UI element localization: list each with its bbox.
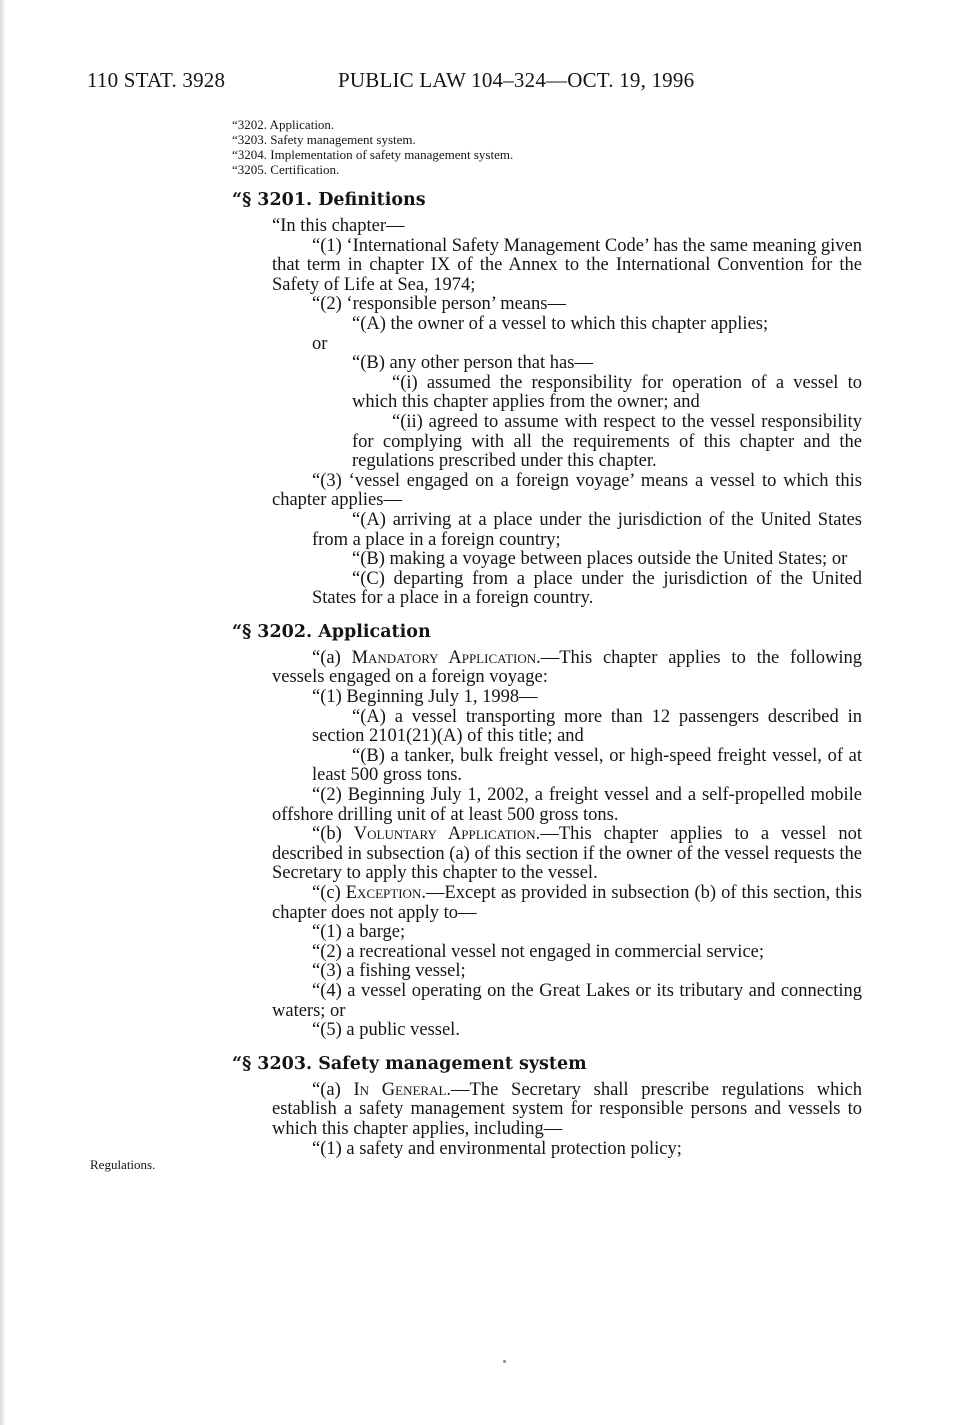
toc-item: “3205. Certification.: [232, 162, 340, 177]
paragraph: “(A) arriving at a place under the jurisdiction of the United States from a place in a foreign country;: [312, 509, 862, 550]
paragraph: “(1) a safety and environmental protection policy;: [312, 1138, 682, 1159]
paragraph: “(2) ‘responsible person’ means—: [312, 294, 566, 315]
paragraph: “(B) any other person that has—: [352, 353, 593, 374]
public-law-header: PUBLIC LAW 104–324—OCT. 19, 1996: [338, 68, 695, 92]
paragraph: [272, 1081, 862, 1140]
subsection-caption: In General: [353, 1079, 447, 1100]
subsection-prefix: “(a): [312, 647, 352, 668]
section-heading-3202: “§ 3202. Application: [232, 621, 431, 642]
subsection-caption: Exception: [345, 883, 422, 903]
paragraph: “(B) making a voyage between places outside the United States; or: [352, 549, 848, 570]
toc-item: “3202. Application.: [232, 117, 335, 132]
subsection-caption: Mandatory Application: [351, 647, 537, 668]
subsection-prefix: “(c): [312, 883, 346, 903]
paragraph: [272, 825, 862, 884]
paragraph: “(1) ‘International Safety Management Code’ has the same meaning given that term in chapter IX of the Annex to the International Convention for the Safety of Life at Sea, 1974;: [272, 235, 862, 295]
paragraph: “(C) departing from a place under the jurisdiction of the United States for a place in a foreign country.: [312, 568, 862, 609]
paragraph: [272, 649, 862, 688]
paragraph: “(ii) agreed to assume with respect to the vessel responsibility for complying with all the requirements of this chapter and the regulations prescribed under this chapter.: [352, 411, 862, 472]
subsection-text: .—This chapter applies to a vessel not described in subsection (a) of this section if the owner of the vessel requests the Secretary to apply this chapter to the vessel.: [272, 824, 862, 884]
paragraph: “(5) a public vessel.: [312, 1020, 460, 1041]
subsection-caption: Voluntary Application: [353, 824, 536, 845]
paragraph: “(1) Beginning July 1, 1998—: [312, 687, 538, 708]
paragraph: “(2) a recreational vessel not engaged in commercial service;: [312, 941, 765, 962]
paragraph: “(A) a vessel transporting more than 12 passengers described in section 2101(21)(A) of this title; and: [312, 706, 862, 747]
subsection-prefix: “(a): [312, 1079, 354, 1100]
paragraph: “(1) a barge;: [312, 922, 406, 943]
subsection-text: .—Except as provided in subsection (b) of this section, this chapter does not apply to—: [272, 883, 862, 923]
paragraph: “In this chapter—: [272, 216, 405, 236]
toc-item: “3204. Implementation of safety management system.: [232, 147, 514, 162]
subsection-prefix: “(b): [312, 824, 354, 845]
toc-item: “3203. Safety management system.: [232, 132, 416, 147]
paragraph: or: [312, 333, 328, 354]
margin-note-regulations: Regulations.: [90, 1157, 156, 1172]
paragraph: “(2) Beginning July 1, 2002, a freight vessel and a self-propelled mobile offshore drilling unit of at least 500 gross tons.: [272, 785, 862, 825]
paragraph: “(B) a tanker, bulk freight vessel, or high-speed freight vessel, of at least 500 gross tons.: [312, 745, 862, 786]
scan-speck: [503, 1360, 506, 1363]
page-edge-shadow: [0, 0, 6, 1425]
section-heading-3203: “§ 3203. Safety management system: [232, 1053, 587, 1074]
table-of-contents: [232, 117, 862, 177]
paragraph: “(4) a vessel operating on the Great Lakes or its tributary and connecting waters; or: [272, 980, 862, 1021]
paragraph: “(A) the owner of a vessel to which this chapter applies;: [352, 313, 769, 334]
paragraph: “(i) assumed the responsibility for operation of a vessel to which this chapter applies from the owner; and: [352, 372, 862, 413]
paragraph: “(3) ‘vessel engaged on a foreign voyage’ means a vessel to which this chapter applies—: [272, 470, 862, 511]
document-body: [232, 117, 862, 1159]
paragraph: “(3) a fishing vessel;: [312, 961, 466, 982]
subsection-text: .—The Secretary shall prescribe regulations which establish a safety management system for responsible persons and vessels to which this chapter applies, including—: [272, 1079, 862, 1139]
statute-citation: 110 STAT. 3928: [87, 68, 226, 92]
paragraph: [272, 884, 862, 923]
subsection-text: .—This chapter applies to the following vessels engaged on a foreign voyage:: [272, 647, 862, 688]
section-heading-3201: “§ 3201. Definitions: [232, 190, 426, 210]
